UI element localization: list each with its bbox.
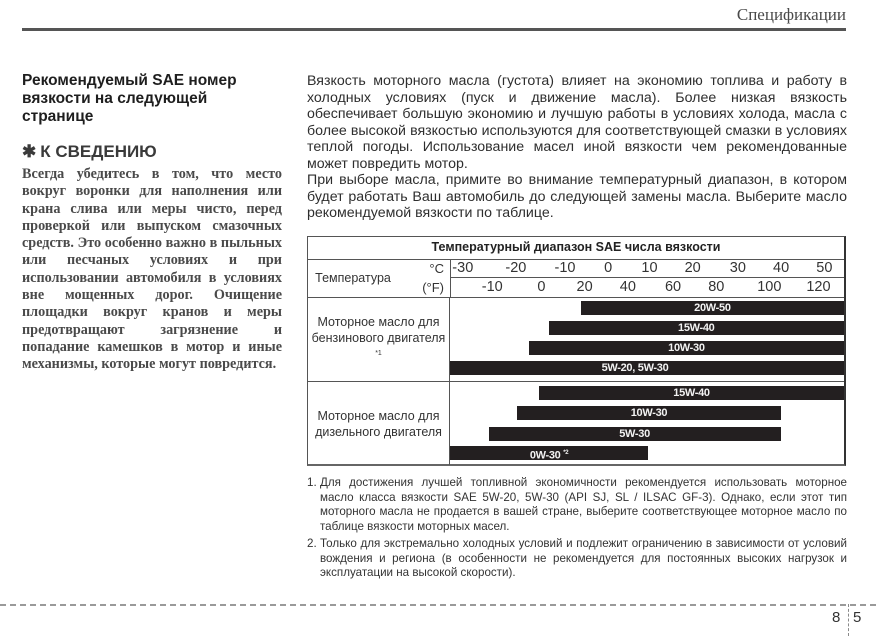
- notice-heading: [22, 142, 282, 162]
- page-separator: [848, 604, 849, 636]
- bar-15w40-diesel: 15W-40: [539, 386, 844, 400]
- page-number: 5: [853, 609, 862, 626]
- footnote-mark: *2: [563, 450, 569, 456]
- bar-5w30-diesel: 5W-30: [489, 427, 781, 441]
- tick-f: 20: [576, 279, 593, 295]
- tick-f: 0: [537, 279, 546, 295]
- tick-f: 60: [664, 279, 682, 295]
- recommended-sae-heading: Рекомендуемый SAE номер вязкости на следующей странице: [22, 72, 237, 125]
- tick-c: 30: [729, 260, 746, 276]
- tick-c: -10: [554, 260, 576, 276]
- temperature-axis: [450, 259, 844, 297]
- tick-c: 20: [684, 260, 701, 276]
- gasoline-section: [308, 298, 844, 382]
- bar-0w30-diesel: 0W-30 $^{*2}$: [450, 446, 648, 460]
- tick-c: -20: [505, 260, 527, 276]
- footnote-mark: *1: [375, 350, 382, 358]
- tick-f: -10: [481, 279, 503, 295]
- bar-15w40: 15W-40: [549, 321, 845, 335]
- tick-f: 80: [708, 279, 725, 295]
- asterisk-icon: ✱: [22, 142, 37, 161]
- fahrenheit-unit: (°F): [422, 280, 444, 295]
- bar-20w50: 20W-50: [581, 301, 844, 315]
- bar-5w20-5w30: 5W-20, 5W-30: [450, 361, 844, 375]
- left-column: [22, 72, 282, 374]
- footer-rule: [0, 604, 876, 606]
- tick-c: 40: [773, 260, 790, 276]
- diesel-label: Моторное масло для дизельного двигателя: [308, 382, 450, 465]
- table-title: Температурный диапазон SAE числа вязкости: [308, 237, 844, 260]
- tick-c: 50: [816, 260, 833, 276]
- tick-c: -30: [452, 260, 474, 276]
- temperature-row: [308, 259, 844, 298]
- chapter-number: 8: [832, 609, 841, 626]
- gasoline-label: Моторное масло для бензинового двигателя $^{*1}$: [308, 298, 450, 381]
- tick-f: 40: [619, 279, 636, 295]
- section-title: Спецификации: [736, 5, 846, 24]
- header-rule: [22, 28, 846, 31]
- bar-10w30-diesel: 10W-30: [517, 406, 780, 420]
- celsius-unit: °C: [429, 261, 444, 276]
- right-column: [307, 73, 847, 222]
- temperature-label: Температура: [315, 271, 391, 285]
- tick-f: 120: [806, 279, 831, 295]
- bar-10w30: 10W-30: [529, 341, 844, 355]
- tick-c: 0: [604, 260, 613, 276]
- selection-paragraph: При выборе масла, примите во внимание температурный диапазон, в котором будет работать Ваш автомобиль до следующей замены масла. Выберите масло рекомендуемой вязкости по таблице.: [307, 172, 847, 221]
- viscosity-paragraph: Вязкость моторного масла (густота) влияет на экономию топлива и работу в холодных условиях (пуск и движение масла). Более низкая вязкость обеспечивает большую экономию и лучшую работы в условиях холода, масла с более высокой вязкостью используются для соответствующей смазки в условиях теплой погоды. Использование масел иной вязкости чем рекомендованные может повредить мотор.: [307, 73, 847, 172]
- gasoline-plot: [450, 298, 844, 381]
- tick-f: 100: [757, 279, 782, 295]
- notice-body: Всегда убедитесь в том, что место вокруг воронки для наполнения или крана слива или меры чисто, перед проверкой или выпуском смазочных средств. Это особенно важно в пыльных или песчаных условиях и при использовании автомобиля в условиях вне мощенных дорог. Очищение площадки вокруг кранов и меры предотвращают загрязнение и попадание камешков в мотор и иные механизмы, которые могут повредится.: [22, 166, 282, 373]
- sae-viscosity-table: [307, 236, 846, 466]
- footnote-1: 1. Для достижения лучшей топливной экономичности рекомендуется использовать моторное масло класса вязкости SAE 5W-20, 5W-30 (API SJ, SL / ILSAC GF-3). Однако, если этот тип моторного масла не продается в вашей стране, выберите соответствующее моторное масло по таблице вязкости моторных масел.: [307, 476, 847, 533]
- axis-divider: [451, 277, 844, 278]
- notice-title: К СВЕДЕНИЮ: [40, 142, 157, 161]
- footnote-2: 2. Только для экстремально холодных условий и подлежит ограничению в зависимости от условий вождения и региона (в особенности не рекомендуется для постоянных высоких нагрузок и эксплуатации на высокой скорости).: [307, 537, 847, 580]
- diesel-plot: [450, 382, 844, 465]
- tick-c: 10: [641, 260, 658, 276]
- diesel-section: [308, 382, 844, 465]
